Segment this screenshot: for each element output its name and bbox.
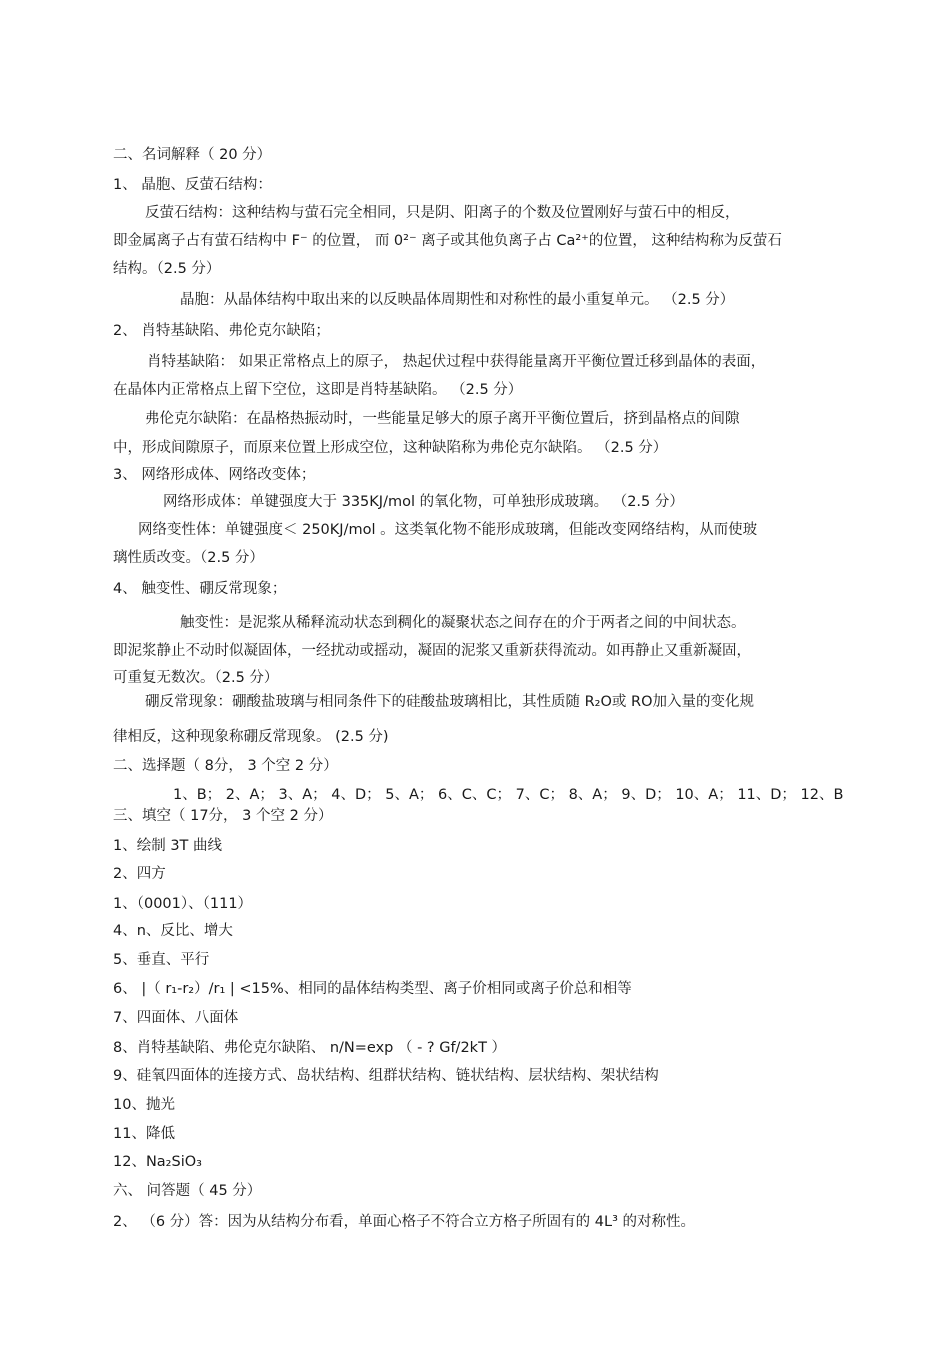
answer-text: 11、降低 — [113, 1126, 175, 1142]
answer-text: 6、 |（ r₁-r₂）/r₁ | <15%、相同的晶体结构类型、离子价相同或离子价总和相等 — [113, 981, 632, 997]
answer-text: 7、四面体、八面体 — [113, 1010, 239, 1026]
section-heading: 六、 问答题（ 45 分） — [113, 1183, 262, 1199]
answer-text: 1、绘制 3T 曲线 — [113, 838, 223, 854]
answer-text: 弗伦克尔缺陷：在晶格热振动时，一些能量足够大的原子离开平衡位置后，挤到晶格点的间隙 — [145, 411, 740, 427]
answer-text: 可重复无数次。（2.5 分） — [113, 670, 279, 686]
answer-text: 8、肖特基缺陷、弗伦克尔缺陷、 n/N=exp （ - ? Gf/2kT ） — [113, 1040, 507, 1056]
question-title: 1、 晶胞、反萤石结构： — [113, 177, 272, 193]
answer-text: 5、垂直、平行 — [113, 952, 210, 968]
answer-text: 1、B； 2、A； 3、A； 4、D； 5、A； 6、C、C； 7、C； 8、A； 9、D； 10、A； 11、D； 12、B — [173, 787, 844, 803]
answer-text: 即泥浆静止不动时似凝固体，一经扰动或摇动，凝固的泥浆又重新获得流动。如再静止又重新凝固， — [113, 643, 751, 659]
answer-text: 4、n、反比、增大 — [113, 923, 233, 939]
answer-text: 12、Na₂SiO₃ — [113, 1154, 202, 1170]
answer-text: 在晶体内正常格点上留下空位，这即是肖特基缺陷。 （2.5 分） — [113, 382, 523, 398]
answer-text: 1、（0001）、（111） — [113, 896, 253, 912]
answer-text: 晶胞：从晶体结构中取出来的以反映晶体周期性和对称性的最小重复单元。 （2.5 分） — [180, 292, 735, 308]
answer-text: 肖特基缺陷： 如果正常格点上的原子， 热起伏过程中获得能量离开平衡位置迁移到晶体的表面， — [147, 354, 766, 370]
answer-text: 触变性：是泥浆从稀释流动状态到稠化的凝聚状态之间存在的介于两者之间的中间状态。 — [180, 615, 746, 631]
answer-text: 10、抛光 — [113, 1097, 175, 1113]
section-heading: 二、选择题（ 8分， 3 个空 2 分） — [113, 758, 338, 774]
answer-text: 网络形成体：单键强度大于 335KJ/mol 的氧化物，可单独形成玻璃。 （2.5 分） — [163, 494, 684, 510]
answer-text: 璃性质改变。（2.5 分） — [113, 550, 264, 566]
answer-text: 中，形成间隙原子，而原来位置上形成空位，这种缺陷称为弗伦克尔缺陷。 （2.5 分） — [113, 440, 668, 456]
question-title: 2、 肖特基缺陷、弗伦克尔缺陷； — [113, 323, 330, 339]
section-heading: 三、填空（ 17分， 3 个空 2 分） — [113, 808, 333, 824]
answer-text: 硼反常现象：硼酸盐玻璃与相同条件下的硅酸盐玻璃相比，其性质随 R₂O或 RO加入量的变化规 — [145, 694, 755, 710]
answer-text: 律相反，这种现象称硼反常现象。 (2.5 分) — [113, 729, 389, 745]
answer-text: 9、硅氧四面体的连接方式、岛状结构、组群状结构、链状结构、层状结构、架状结构 — [113, 1068, 659, 1084]
answer-text: 2、 （6 分）答：因为从结构分布看，单面心格子不符合立方格子所固有的 4L³ 的对称性。 — [113, 1214, 696, 1230]
answer-text: 2、四方 — [113, 866, 166, 882]
answer-text: 即金属离子占有萤石结构中 F⁻ 的位置， 而 0²⁻ 离子或其他负离子占 Ca²⁺的位置， 这种结构称为反萤石 — [113, 233, 782, 249]
section-heading: 二、名词解释（ 20 分） — [113, 147, 272, 163]
question-title: 3、 网络形成体、网络改变体； — [113, 467, 316, 483]
answer-text: 网络变性体：单键强度＜ 250KJ/mol 。这类氧化物不能形成玻璃，但能改变网络结构，从而使玻 — [138, 522, 758, 538]
answer-text: 反萤石结构：这种结构与萤石完全相同，只是阴、阳离子的个数及位置刚好与萤石中的相反， — [145, 205, 740, 221]
answer-text: 结构。（2.5 分） — [113, 261, 221, 277]
question-title: 4、 触变性、硼反常现象； — [113, 581, 287, 597]
